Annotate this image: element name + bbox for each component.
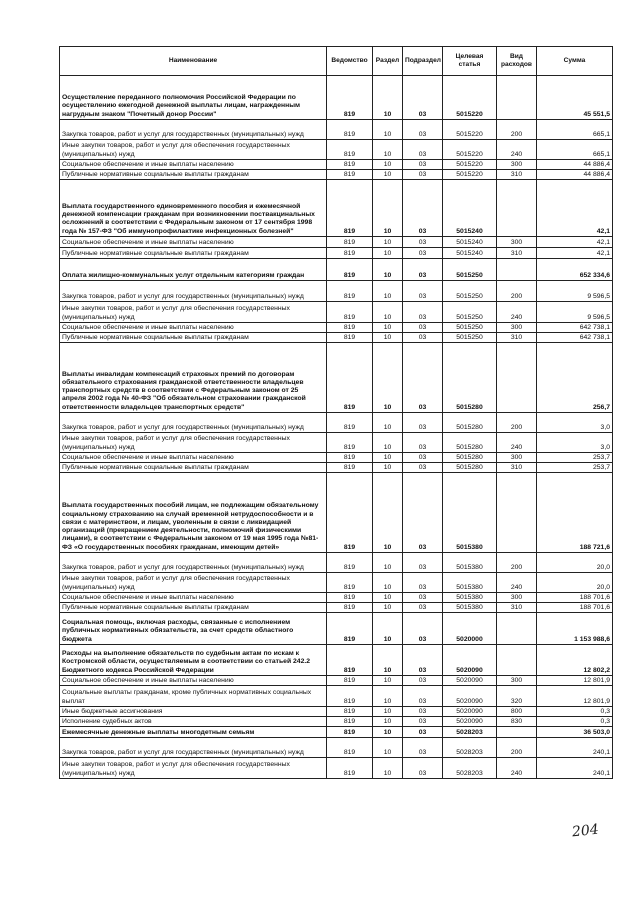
table-row [60, 120, 613, 140]
cell-podrazdel: 03 [403, 160, 443, 170]
header-podrazdel: Подраздел [403, 47, 443, 76]
cell-razdel: 10 [373, 259, 403, 281]
cell-statya: 5015240 [443, 180, 497, 237]
cell-razdel: 10 [373, 248, 403, 259]
cell-summa: 45 551,5 [537, 76, 613, 120]
cell-name: Закупка товаров, работ и услуг для государственных (муниципальных) нужд [60, 413, 327, 433]
cell-ved: 819 [327, 281, 373, 302]
cell-statya: 5028203 [443, 738, 497, 758]
cell-summa: 12 802,2 [537, 645, 613, 676]
cell-vid: 830 [497, 717, 537, 727]
cell-ved: 819 [327, 573, 373, 593]
table-row [60, 343, 613, 413]
cell-vid: 300 [497, 593, 537, 603]
cell-summa: 665,1 [537, 140, 613, 160]
table-row [60, 259, 613, 281]
cell-vid: 310 [497, 248, 537, 259]
cell-name: Иные закупки товаров, работ и услуг для обеспечения государственных (муниципальных) нужд [60, 758, 327, 779]
cell-statya: 5015250 [443, 323, 497, 333]
cell-ved: 819 [327, 259, 373, 281]
cell-vid: 200 [497, 738, 537, 758]
cell-statya: 5015220 [443, 140, 497, 160]
cell-name: Социальное обеспечение и иные выплаты населению [60, 160, 327, 170]
table-row [60, 603, 613, 613]
cell-statya: 5015220 [443, 120, 497, 140]
table-row [60, 76, 613, 120]
cell-summa: 0,3 [537, 707, 613, 717]
cell-razdel: 10 [373, 281, 403, 302]
cell-podrazdel: 03 [403, 593, 443, 603]
cell-name: Публичные нормативные социальные выплаты гражданам [60, 603, 327, 613]
cell-podrazdel: 03 [403, 237, 443, 248]
cell-razdel: 10 [373, 686, 403, 707]
cell-vid: 310 [497, 463, 537, 473]
cell-ved: 819 [327, 302, 373, 323]
cell-vid: 800 [497, 707, 537, 717]
cell-vid: 320 [497, 686, 537, 707]
cell-statya: 5020090 [443, 645, 497, 676]
cell-statya: 5015380 [443, 603, 497, 613]
cell-statya: 5015250 [443, 259, 497, 281]
table-row [60, 707, 613, 717]
cell-podrazdel: 03 [403, 553, 443, 573]
cell-name: Публичные нормативные социальные выплаты гражданам [60, 170, 327, 180]
cell-summa: 1 153 988,6 [537, 613, 613, 645]
cell-razdel: 10 [373, 573, 403, 593]
cell-razdel: 10 [373, 76, 403, 120]
cell-razdel: 10 [373, 645, 403, 676]
table-row [60, 727, 613, 738]
table-body [60, 76, 613, 779]
header-statya: Целевая статья [443, 47, 497, 76]
cell-summa: 9 596,5 [537, 281, 613, 302]
cell-statya: 5015250 [443, 333, 497, 343]
cell-ved: 819 [327, 120, 373, 140]
cell-statya: 5015280 [443, 433, 497, 453]
cell-vid: 310 [497, 170, 537, 180]
cell-ved: 819 [327, 717, 373, 727]
cell-statya: 5015280 [443, 413, 497, 433]
cell-name: Социальное обеспечение и иные выплаты населению [60, 237, 327, 248]
cell-name: Социальное обеспечение и иные выплаты населению [60, 453, 327, 463]
cell-podrazdel: 03 [403, 676, 443, 686]
cell-summa: 12 801,9 [537, 686, 613, 707]
cell-statya: 5015220 [443, 170, 497, 180]
cell-podrazdel: 03 [403, 686, 443, 707]
cell-razdel: 10 [373, 593, 403, 603]
cell-podrazdel: 03 [403, 433, 443, 453]
cell-statya: 5015250 [443, 281, 497, 302]
cell-summa: 42,1 [537, 248, 613, 259]
cell-vid: 240 [497, 573, 537, 593]
cell-podrazdel: 03 [403, 259, 443, 281]
table-row [60, 463, 613, 473]
cell-name: Публичные нормативные социальные выплаты гражданам [60, 463, 327, 473]
cell-statya: 5028203 [443, 727, 497, 738]
cell-summa: 44 886,4 [537, 170, 613, 180]
table-row [60, 248, 613, 259]
table-row [60, 433, 613, 453]
cell-vid [497, 76, 537, 120]
header-summa: Сумма [537, 47, 613, 76]
cell-podrazdel: 03 [403, 170, 443, 180]
table-row [60, 453, 613, 463]
cell-razdel: 10 [373, 613, 403, 645]
cell-vid: 200 [497, 553, 537, 573]
header-vid: Вид расходов [497, 47, 537, 76]
cell-vid [497, 180, 537, 237]
cell-podrazdel: 03 [403, 323, 443, 333]
table-row [60, 758, 613, 779]
cell-name: Иные бюджетные ассигнования [60, 707, 327, 717]
cell-vid [497, 259, 537, 281]
cell-summa: 188 721,6 [537, 473, 613, 553]
cell-vid [497, 727, 537, 738]
cell-name: Выплаты инвалидам компенсаций страховых премий по договорам обязательного страхования гражданской ответственности владельцев транспортных средств в соответствии с Федеральным законом от 25 апреля 2002 года № 40-ФЗ "Об обязательном страховании гражданской ответственности владельцев транспортных средств" [60, 343, 327, 413]
cell-name: Расходы на выполнение обязательств по судебным актам по искам к Костромской области, осуществляемым в соответствии со статьей 242.2 Бюджетного кодекса Российской Федерации [60, 645, 327, 676]
cell-ved: 819 [327, 453, 373, 463]
cell-name: Закупка товаров, работ и услуг для государственных (муниципальных) нужд [60, 738, 327, 758]
cell-ved: 819 [327, 76, 373, 120]
cell-razdel: 10 [373, 463, 403, 473]
cell-ved: 819 [327, 553, 373, 573]
cell-ved: 819 [327, 248, 373, 259]
cell-statya: 5015280 [443, 343, 497, 413]
cell-podrazdel: 03 [403, 281, 443, 302]
table-row [60, 676, 613, 686]
cell-podrazdel: 03 [403, 613, 443, 645]
cell-podrazdel: 03 [403, 473, 443, 553]
cell-ved: 819 [327, 413, 373, 433]
table-row [60, 553, 613, 573]
cell-podrazdel: 03 [403, 603, 443, 613]
table-row [60, 333, 613, 343]
cell-summa: 642 738,1 [537, 323, 613, 333]
table-row [60, 686, 613, 707]
cell-name: Иные закупки товаров, работ и услуг для обеспечения государственных (муниципальных) нужд [60, 573, 327, 593]
table-row [60, 738, 613, 758]
cell-name: Социальное обеспечение и иные выплаты населению [60, 593, 327, 603]
cell-summa: 240,1 [537, 758, 613, 779]
cell-statya: 5020000 [443, 613, 497, 645]
cell-razdel: 10 [373, 140, 403, 160]
budget-table [59, 46, 613, 779]
cell-vid: 240 [497, 140, 537, 160]
cell-ved: 819 [327, 473, 373, 553]
cell-statya: 5020090 [443, 686, 497, 707]
cell-vid: 300 [497, 676, 537, 686]
cell-podrazdel: 03 [403, 302, 443, 323]
cell-name: Иные закупки товаров, работ и услуг для обеспечения государственных (муниципальных) нужд [60, 140, 327, 160]
cell-statya: 5015380 [443, 553, 497, 573]
cell-summa: 188 701,6 [537, 603, 613, 613]
cell-ved: 819 [327, 738, 373, 758]
cell-name: Иные закупки товаров, работ и услуг для обеспечения государственных (муниципальных) нужд [60, 433, 327, 453]
cell-name: Оплата жилищно-коммунальных услуг отдельным категориям граждан [60, 259, 327, 281]
cell-razdel: 10 [373, 170, 403, 180]
cell-summa: 42,1 [537, 180, 613, 237]
cell-razdel: 10 [373, 180, 403, 237]
cell-razdel: 10 [373, 343, 403, 413]
cell-vid: 310 [497, 333, 537, 343]
cell-name: Исполнение судебных актов [60, 717, 327, 727]
cell-podrazdel: 03 [403, 707, 443, 717]
cell-summa: 642 738,1 [537, 333, 613, 343]
cell-summa: 3,0 [537, 413, 613, 433]
cell-statya: 5020090 [443, 717, 497, 727]
cell-razdel: 10 [373, 453, 403, 463]
cell-ved: 819 [327, 433, 373, 453]
cell-summa: 44 886,4 [537, 160, 613, 170]
cell-ved: 819 [327, 645, 373, 676]
table-row [60, 593, 613, 603]
cell-podrazdel: 03 [403, 180, 443, 237]
cell-summa: 188 701,6 [537, 593, 613, 603]
cell-name: Социальное обеспечение и иные выплаты населению [60, 676, 327, 686]
cell-vid: 240 [497, 758, 537, 779]
cell-ved: 819 [327, 160, 373, 170]
cell-razdel: 10 [373, 237, 403, 248]
header-ved: Ведомство [327, 47, 373, 76]
cell-vid: 300 [497, 453, 537, 463]
cell-ved: 819 [327, 463, 373, 473]
table-row [60, 473, 613, 553]
cell-summa: 0,3 [537, 717, 613, 727]
table-row [60, 302, 613, 323]
cell-ved: 819 [327, 237, 373, 248]
cell-name: Закупка товаров, работ и услуг для государственных (муниципальных) нужд [60, 553, 327, 573]
cell-ved: 819 [327, 170, 373, 180]
table-row [60, 281, 613, 302]
cell-ved: 819 [327, 758, 373, 779]
cell-razdel: 10 [373, 758, 403, 779]
table-row [60, 573, 613, 593]
cell-summa: 20,0 [537, 573, 613, 593]
cell-summa: 256,7 [537, 343, 613, 413]
cell-vid: 300 [497, 160, 537, 170]
cell-summa: 665,1 [537, 120, 613, 140]
cell-summa: 253,7 [537, 463, 613, 473]
cell-vid: 240 [497, 433, 537, 453]
cell-ved: 819 [327, 727, 373, 738]
cell-vid: 300 [497, 323, 537, 333]
cell-name: Выплата государственных пособий лицам, не подлежащим обязательному социальному страхованию на случай временной нетрудоспособности и в связи с материнством, и лицам, уволенным в связи с ликвидацией организаций (прекращением деятельности, полномочий физическими лицами), в соответствии с Федеральным законом от 19 мая 1995 года №81-ФЗ «О государственных пособиях гражданам, имеющим детей» [60, 473, 327, 553]
cell-ved: 819 [327, 323, 373, 333]
cell-summa: 253,7 [537, 453, 613, 463]
cell-podrazdel: 03 [403, 645, 443, 676]
table-row [60, 140, 613, 160]
cell-summa: 36 503,0 [537, 727, 613, 738]
cell-ved: 819 [327, 603, 373, 613]
cell-razdel: 10 [373, 302, 403, 323]
cell-razdel: 10 [373, 738, 403, 758]
cell-vid [497, 473, 537, 553]
cell-podrazdel: 03 [403, 120, 443, 140]
cell-podrazdel: 03 [403, 717, 443, 727]
cell-statya: 5015380 [443, 573, 497, 593]
cell-statya: 5015240 [443, 248, 497, 259]
cell-podrazdel: 03 [403, 248, 443, 259]
cell-razdel: 10 [373, 553, 403, 573]
cell-ved: 819 [327, 180, 373, 237]
cell-podrazdel: 03 [403, 413, 443, 433]
table-row [60, 170, 613, 180]
cell-razdel: 10 [373, 160, 403, 170]
cell-razdel: 10 [373, 707, 403, 717]
cell-podrazdel: 03 [403, 76, 443, 120]
cell-razdel: 10 [373, 433, 403, 453]
cell-name: Осуществление переданного полномочия Российской Федерации по осуществлению ежегодной денежной выплаты лицам, награжденным нагрудным знаком "Почетный донор России" [60, 76, 327, 120]
table-header-row [60, 47, 613, 76]
cell-summa: 3,0 [537, 433, 613, 453]
cell-ved: 819 [327, 686, 373, 707]
table-row [60, 160, 613, 170]
cell-vid: 200 [497, 413, 537, 433]
cell-podrazdel: 03 [403, 573, 443, 593]
cell-statya: 5015250 [443, 302, 497, 323]
cell-name: Публичные нормативные социальные выплаты гражданам [60, 333, 327, 343]
cell-summa: 42,1 [537, 237, 613, 248]
cell-name: Публичные нормативные социальные выплаты гражданам [60, 248, 327, 259]
cell-podrazdel: 03 [403, 140, 443, 160]
cell-podrazdel: 03 [403, 453, 443, 463]
cell-podrazdel: 03 [403, 333, 443, 343]
table-row [60, 413, 613, 433]
cell-name: Закупка товаров, работ и услуг для государственных (муниципальных) нужд [60, 281, 327, 302]
table-row [60, 717, 613, 727]
cell-razdel: 10 [373, 603, 403, 613]
cell-razdel: 10 [373, 473, 403, 553]
cell-vid [497, 613, 537, 645]
cell-vid: 200 [497, 120, 537, 140]
cell-statya: 5015220 [443, 160, 497, 170]
page-number: 204 [571, 821, 600, 841]
cell-summa: 12 801,9 [537, 676, 613, 686]
cell-vid: 300 [497, 237, 537, 248]
cell-ved: 819 [327, 333, 373, 343]
cell-ved: 819 [327, 613, 373, 645]
cell-statya: 5015280 [443, 453, 497, 463]
cell-razdel: 10 [373, 717, 403, 727]
cell-razdel: 10 [373, 413, 403, 433]
cell-podrazdel: 03 [403, 727, 443, 738]
cell-ved: 819 [327, 676, 373, 686]
cell-ved: 819 [327, 343, 373, 413]
cell-statya: 5020090 [443, 707, 497, 717]
cell-name: Ежемесячные денежные выплаты многодетным семьям [60, 727, 327, 738]
cell-name: Социальная помощь, включая расходы, связанные с исполнением публичных нормативных обязательств, за счет средств областного бюджета [60, 613, 327, 645]
cell-name: Выплата государственного единовременного пособия и ежемесячной денежной компенсации гражданам при возникновении поствакцинальных осложнений в соответствии с Федеральным законом от 17 сентября 1998 года № 157-ФЗ "Об иммунопрофилактике инфекционных болезней" [60, 180, 327, 237]
cell-statya: 5020090 [443, 676, 497, 686]
header-name: Наименование [60, 47, 327, 76]
cell-podrazdel: 03 [403, 343, 443, 413]
table-row [60, 180, 613, 237]
table-row [60, 613, 613, 645]
cell-ved: 819 [327, 140, 373, 160]
cell-razdel: 10 [373, 323, 403, 333]
cell-razdel: 10 [373, 676, 403, 686]
cell-statya: 5015220 [443, 76, 497, 120]
table-row [60, 237, 613, 248]
cell-ved: 819 [327, 707, 373, 717]
cell-podrazdel: 03 [403, 463, 443, 473]
cell-vid: 240 [497, 302, 537, 323]
cell-statya: 5028203 [443, 758, 497, 779]
cell-podrazdel: 03 [403, 758, 443, 779]
cell-name: Иные закупки товаров, работ и услуг для обеспечения государственных (муниципальных) нужд [60, 302, 327, 323]
cell-ved: 819 [327, 593, 373, 603]
cell-name: Социальные выплаты гражданам, кроме публичных нормативных социальных выплат [60, 686, 327, 707]
cell-vid [497, 343, 537, 413]
cell-summa: 240,1 [537, 738, 613, 758]
cell-vid: 200 [497, 281, 537, 302]
table-row [60, 645, 613, 676]
header-razdel: Раздел [373, 47, 403, 76]
cell-statya: 5015380 [443, 473, 497, 553]
table-row [60, 323, 613, 333]
cell-summa: 652 334,6 [537, 259, 613, 281]
cell-razdel: 10 [373, 727, 403, 738]
cell-name: Закупка товаров, работ и услуг для государственных (муниципальных) нужд [60, 120, 327, 140]
cell-podrazdel: 03 [403, 738, 443, 758]
cell-name: Социальное обеспечение и иные выплаты населению [60, 323, 327, 333]
cell-razdel: 10 [373, 120, 403, 140]
cell-vid [497, 645, 537, 676]
cell-statya: 5015380 [443, 593, 497, 603]
cell-statya: 5015240 [443, 237, 497, 248]
cell-summa: 20,0 [537, 553, 613, 573]
cell-vid: 310 [497, 603, 537, 613]
cell-summa: 9 596,5 [537, 302, 613, 323]
cell-statya: 5015280 [443, 463, 497, 473]
cell-razdel: 10 [373, 333, 403, 343]
